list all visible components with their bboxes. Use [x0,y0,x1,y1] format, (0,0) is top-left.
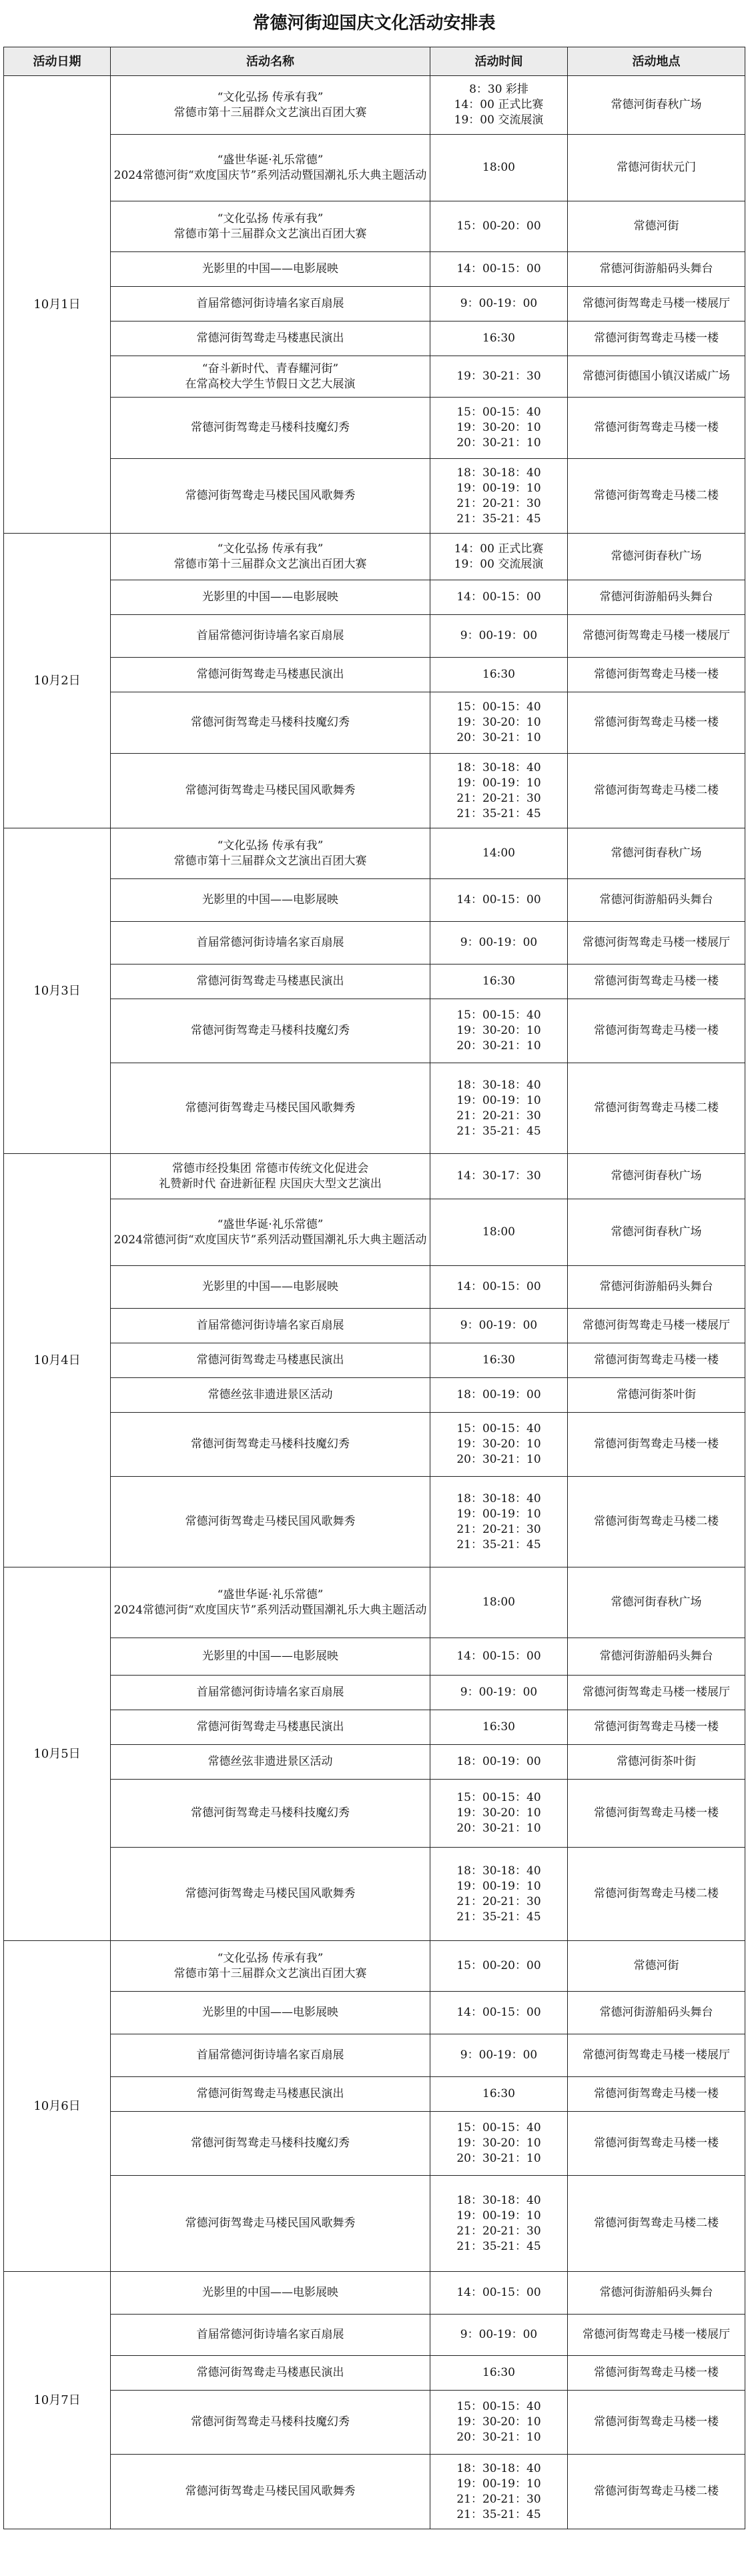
activity-place-cell: 常德河街驾鸯走马楼二楼 [568,1063,745,1154]
activity-place-cell: 常德河街驾鸯走马楼一楼展厅 [568,2315,745,2356]
activity-name-cell: 常德河街驾鸯走马楼科技魔幻秀 [111,1413,430,1477]
table-row [4,1780,745,1848]
table-row [4,1676,745,1710]
activity-place-cell: 常德河街驾鸯走马楼一楼展厅 [568,1676,745,1710]
activity-time-cell: 15：00-15：40 19：30-20：10 20：30-21：10 [430,398,568,459]
activity-time-cell: 19：30-21：30 [430,356,568,398]
activity-time-cell: 15：00-15：40 19：30-20：10 20：30-21：10 [430,1413,568,1477]
activity-place-cell: 常德河街驾鸯走马楼一楼 [568,1780,745,1848]
activity-time-cell: 18：30-18：40 19：00-19：10 21：20-21：30 21：35-21：45 [430,754,568,828]
activity-name-cell: 首届常德河街诗墙名家百扇展 [111,2034,430,2077]
date-cell: 10月4日 [4,1154,111,1567]
activity-time-cell: 14：00-15：00 [430,252,568,287]
activity-time-cell: 18：30-18：40 19：00-19：10 21：20-21：30 21：35-21：45 [430,2455,568,2529]
table-row [4,1710,745,1745]
table-row [4,1063,745,1154]
date-cell: 10月3日 [4,828,111,1154]
activity-time-cell: 18：00-19：00 [430,1745,568,1780]
activity-name-cell: 常德河街驾鸯走马楼惠民演出 [111,2356,430,2391]
activity-time-cell: 14：00-15：00 [430,1638,568,1676]
header-date: 活动日期 [4,47,111,76]
table-row [4,1848,745,1941]
activity-place-cell: 常德河街春秋广场 [568,828,745,879]
activity-place-cell: 常德河街驾鸯走马楼二楼 [568,2455,745,2529]
table-row [4,1941,745,1992]
activity-name-cell: “文化弘扬 传承有我” 常德市第十三届群众文艺演出百团大赛 [111,201,430,252]
activity-name-cell: 首届常德河街诗墙名家百扇展 [111,1309,430,1343]
activity-name-cell: 光影里的中国——电影展映 [111,252,430,287]
activity-name-cell: 常德河街驾鸯走马楼民国风歌舞秀 [111,754,430,828]
activity-name-cell: 常德市经投集团 常德市传统文化促进会 礼赞新时代 奋进新征程 庆国庆大型文艺演出 [111,1154,430,1199]
table-row [4,252,745,287]
activity-name-cell: “文化弘扬 传承有我” 常德市第十三届群众文艺演出百团大赛 [111,534,430,580]
activity-time-cell: 18：30-18：40 19：00-19：10 21：20-21：30 21：35-21：45 [430,1477,568,1567]
activity-name-cell: 常德河街驾鸯走马楼惠民演出 [111,964,430,999]
activity-name-cell: 常德河街驾鸯走马楼科技魔幻秀 [111,999,430,1063]
activity-time-cell: 16:30 [430,1710,568,1745]
table-row [4,1343,745,1378]
activity-name-cell: 常德河街驾鸯走马楼民国风歌舞秀 [111,2455,430,2529]
activity-place-cell: 常德河街状元门 [568,135,745,201]
activity-place-cell: 常德河街驾鸯走马楼一楼 [568,1343,745,1378]
activity-time-cell: 15：00-15：40 19：30-20：10 20：30-21：10 [430,2112,568,2176]
activity-place-cell: 常德河街驾鸯走马楼一楼展厅 [568,2034,745,2077]
activity-place-cell: 常德河街 [568,201,745,252]
activity-name-cell: 光影里的中国——电影展映 [111,1638,430,1676]
table-row [4,658,745,692]
activity-place-cell: 常德河街春秋广场 [568,1154,745,1199]
activity-place-cell: 常德河街驾鸯走马楼二楼 [568,1477,745,1567]
table-row [4,1992,745,2034]
activity-name-cell: 常德河街驾鸯走马楼惠民演出 [111,2077,430,2112]
activity-place-cell: 常德河街 [568,1941,745,1992]
activity-time-cell: 14:00 [430,828,568,879]
activity-name-cell: “盛世华诞·礼乐常德” 2024常德河街“欢度国庆节”系列活动暨国潮礼乐大典主题活动 [111,135,430,201]
date-cell: 10月1日 [4,76,111,534]
activity-name-cell: “文化弘扬 传承有我” 常德市第十三届群众文艺演出百团大赛 [111,76,430,135]
table-row [4,321,745,356]
activity-place-cell: 常德河街驾鸯走马楼二楼 [568,754,745,828]
header-row [4,47,745,76]
activity-place-cell: 常德河街德国小镇汉诺威广场 [568,356,745,398]
activity-name-cell: 常德河街驾鸯走马楼惠民演出 [111,658,430,692]
table-row [4,2112,745,2176]
activity-place-cell: 常德河街驾鸯走马楼一楼展厅 [568,287,745,321]
activity-name-cell: 常德河街驾鸯走马楼民国风歌舞秀 [111,459,430,534]
activity-time-cell: 16:30 [430,321,568,356]
activity-time-cell: 18:00 [430,1199,568,1266]
table-row [4,1567,745,1638]
activity-place-cell: 常德河街驾鸯走马楼一楼 [568,398,745,459]
activity-place-cell: 常德河街驾鸯走马楼二楼 [568,2176,745,2272]
activity-time-cell: 14：00-15：00 [430,1266,568,1309]
table-row [4,2272,745,2315]
schedule-body [4,76,745,2529]
table-row [4,1638,745,1676]
activity-place-cell: 常德河街游船码头舞台 [568,1266,745,1309]
table-row [4,999,745,1063]
activity-name-cell: 常德河街驾鸯走马楼民国风歌舞秀 [111,1063,430,1154]
activity-place-cell: 常德河街驾鸯走马楼一楼 [568,2112,745,2176]
table-row [4,692,745,754]
activity-place-cell: 常德河街驾鸯走马楼一楼 [568,658,745,692]
activity-time-cell: 18：30-18：40 19：00-19：10 21：20-21：30 21：35-21：45 [430,2176,568,2272]
table-row [4,534,745,580]
activity-place-cell: 常德河街游船码头舞台 [568,1992,745,2034]
table-row [4,1266,745,1309]
activity-place-cell: 常德河街游船码头舞台 [568,580,745,615]
activity-name-cell: 光影里的中国——电影展映 [111,2272,430,2315]
activity-place-cell: 常德河街驾鸯走马楼一楼 [568,2356,745,2391]
activity-time-cell: 18：30-18：40 19：00-19：10 21：20-21：30 21：35-21：45 [430,459,568,534]
table-row [4,922,745,964]
activity-time-cell: 18：30-18：40 19：00-19：10 21：20-21：30 21：35-21：45 [430,1063,568,1154]
activity-time-cell: 18:00 [430,1567,568,1638]
activity-time-cell: 16:30 [430,1343,568,1378]
table-row [4,2077,745,2112]
table-row [4,2455,745,2529]
activity-time-cell: 9：00-19：00 [430,1309,568,1343]
table-row [4,754,745,828]
table-row [4,1477,745,1567]
table-row [4,2034,745,2077]
activity-place-cell: 常德河街茶叶街 [568,1378,745,1413]
activity-name-cell: 常德河街驾鸯走马楼科技魔幻秀 [111,692,430,754]
table-row [4,2315,745,2356]
activity-place-cell: 常德河街驾鸯走马楼一楼 [568,1413,745,1477]
activity-time-cell: 15：00-15：40 19：30-20：10 20：30-21：10 [430,692,568,754]
table-row [4,356,745,398]
activity-place-cell: 常德河街春秋广场 [568,1567,745,1638]
activity-name-cell: 光影里的中国——电影展映 [111,1266,430,1309]
activity-place-cell: 常德河街驾鸯走马楼一楼 [568,692,745,754]
table-row [4,1309,745,1343]
activity-time-cell: 15：00-20：00 [430,1941,568,1992]
table-row [4,879,745,922]
header-activity-name: 活动名称 [111,47,430,76]
activity-place-cell: 常德河街驾鸯走马楼二楼 [568,459,745,534]
schedule-table [3,47,745,2529]
activity-time-cell: 16:30 [430,2077,568,2112]
date-cell: 10月5日 [4,1567,111,1941]
activity-time-cell: 15：00-15：40 19：30-20：10 20：30-21：10 [430,2391,568,2455]
activity-name-cell: 首届常德河街诗墙名家百扇展 [111,287,430,321]
table-row [4,1199,745,1266]
table-row [4,580,745,615]
activity-name-cell: 常德丝弦非遗进景区活动 [111,1745,430,1780]
header-activity-time: 活动时间 [430,47,568,76]
activity-name-cell: “盛世华诞·礼乐常德” 2024常德河街“欢度国庆节”系列活动暨国潮礼乐大典主题活动 [111,1199,430,1266]
table-row [4,964,745,999]
activity-place-cell: 常德河街驾鸯走马楼一楼 [568,321,745,356]
activity-name-cell: 首届常德河街诗墙名家百扇展 [111,2315,430,2356]
activity-name-cell: 常德河街驾鸯走马楼惠民演出 [111,321,430,356]
activity-name-cell: 常德丝弦非遗进景区活动 [111,1378,430,1413]
header-activity-place: 活动地点 [568,47,745,76]
activity-place-cell: 常德河街游船码头舞台 [568,252,745,287]
activity-name-cell: 首届常德河街诗墙名家百扇展 [111,615,430,658]
date-cell: 10月2日 [4,534,111,828]
activity-time-cell: 18：30-18：40 19：00-19：10 21：20-21：30 21：35-21：45 [430,1848,568,1941]
activity-time-cell: 14：00-15：00 [430,2272,568,2315]
page-title: 常德河街迎国庆文化活动安排表 [252,13,496,33]
activity-time-cell: 9：00-19：00 [430,615,568,658]
activity-place-cell: 常德河街游船码头舞台 [568,2272,745,2315]
activity-place-cell: 常德河街茶叶街 [568,1745,745,1780]
activity-place-cell: 常德河街驾鸯走马楼一楼 [568,2077,745,2112]
table-row [4,201,745,252]
table-row [4,1378,745,1413]
activity-time-cell: 14：00 正式比赛 19：00 交流展演 [430,534,568,580]
activity-place-cell: 常德河街春秋广场 [568,76,745,135]
activity-name-cell: 常德河街驾鸯走马楼民国风歌舞秀 [111,1848,430,1941]
table-row [4,2356,745,2391]
activity-name-cell: 常德河街驾鸯走马楼科技魔幻秀 [111,2391,430,2455]
table-row [4,1413,745,1477]
table-row [4,615,745,658]
activity-time-cell: 15：00-15：40 19：30-20：10 20：30-21：10 [430,1780,568,1848]
table-row [4,398,745,459]
table-row [4,1745,745,1780]
table-row [4,459,745,534]
activity-name-cell: 首届常德河街诗墙名家百扇展 [111,922,430,964]
activity-place-cell: 常德河街驾鸯走马楼一楼 [568,964,745,999]
activity-place-cell: 常德河街春秋广场 [568,534,745,580]
activity-time-cell: 9：00-19：00 [430,922,568,964]
activity-place-cell: 常德河街驾鸯走马楼一楼展厅 [568,1309,745,1343]
activity-name-cell: 常德河街驾鸯走马楼科技魔幻秀 [111,398,430,459]
activity-time-cell: 14：00-15：00 [430,879,568,922]
activity-place-cell: 常德河街游船码头舞台 [568,1638,745,1676]
activity-place-cell: 常德河街驾鸯走马楼一楼展厅 [568,922,745,964]
activity-name-cell: “盛世华诞·礼乐常德” 2024常德河街“欢度国庆节”系列活动暨国潮礼乐大典主题活动 [111,1567,430,1638]
table-row [4,135,745,201]
activity-place-cell: 常德河街春秋广场 [568,1199,745,1266]
activity-time-cell: 16:30 [430,658,568,692]
table-row [4,2391,745,2455]
activity-place-cell: 常德河街驾鸯走马楼一楼 [568,2391,745,2455]
activity-time-cell: 16:30 [430,964,568,999]
table-row [4,1154,745,1199]
table-row [4,2176,745,2272]
activity-name-cell: “奋斗新时代、青春耀河街” 在常高校大学生节假日文艺大展演 [111,356,430,398]
activity-time-cell: 14：00-15：00 [430,1992,568,2034]
activity-name-cell: 常德河街驾鸯走马楼科技魔幻秀 [111,1780,430,1848]
activity-name-cell: 常德河街驾鸯走马楼惠民演出 [111,1343,430,1378]
activity-name-cell: 光影里的中国——电影展映 [111,1992,430,2034]
activity-name-cell: 常德河街驾鸯走马楼惠民演出 [111,1710,430,1745]
activity-name-cell: 常德河街驾鸯走马楼民国风歌舞秀 [111,1477,430,1567]
activity-time-cell: 9：00-19：00 [430,2034,568,2077]
activity-place-cell: 常德河街驾鸯走马楼二楼 [568,1848,745,1941]
activity-name-cell: “文化弘扬 传承有我” 常德市第十三届群众文艺演出百团大赛 [111,828,430,879]
activity-name-cell: 光影里的中国——电影展映 [111,580,430,615]
activity-time-cell: 18:00 [430,135,568,201]
activity-time-cell: 9：00-19：00 [430,2315,568,2356]
activity-time-cell: 14：30-17：30 [430,1154,568,1199]
activity-name-cell: 常德河街驾鸯走马楼科技魔幻秀 [111,2112,430,2176]
date-cell: 10月6日 [4,1941,111,2272]
activity-time-cell: 16:30 [430,2356,568,2391]
activity-place-cell: 常德河街驾鸯走马楼一楼 [568,999,745,1063]
activity-place-cell: 常德河街游船码头舞台 [568,879,745,922]
activity-place-cell: 常德河街驾鸯走马楼一楼 [568,1710,745,1745]
activity-name-cell: 常德河街驾鸯走马楼民国风歌舞秀 [111,2176,430,2272]
activity-place-cell: 常德河街驾鸯走马楼一楼展厅 [568,615,745,658]
activity-time-cell: 18：00-19：00 [430,1378,568,1413]
activity-time-cell: 9：00-19：00 [430,1676,568,1710]
activity-time-cell: 14：00-15：00 [430,580,568,615]
activity-time-cell: 8：30 彩排 14：00 正式比赛 19：00 交流展演 [430,76,568,135]
activity-time-cell: 15：00-15：40 19：30-20：10 20：30-21：10 [430,999,568,1063]
table-row [4,76,745,135]
activity-name-cell: 光影里的中国——电影展映 [111,879,430,922]
date-cell: 10月7日 [4,2272,111,2529]
activity-time-cell: 9：00-19：00 [430,287,568,321]
activity-name-cell: “文化弘扬 传承有我” 常德市第十三届群众文艺演出百团大赛 [111,1941,430,1992]
activity-name-cell: 首届常德河街诗墙名家百扇展 [111,1676,430,1710]
table-row [4,828,745,879]
table-row [4,287,745,321]
activity-time-cell: 15：00-20：00 [430,201,568,252]
